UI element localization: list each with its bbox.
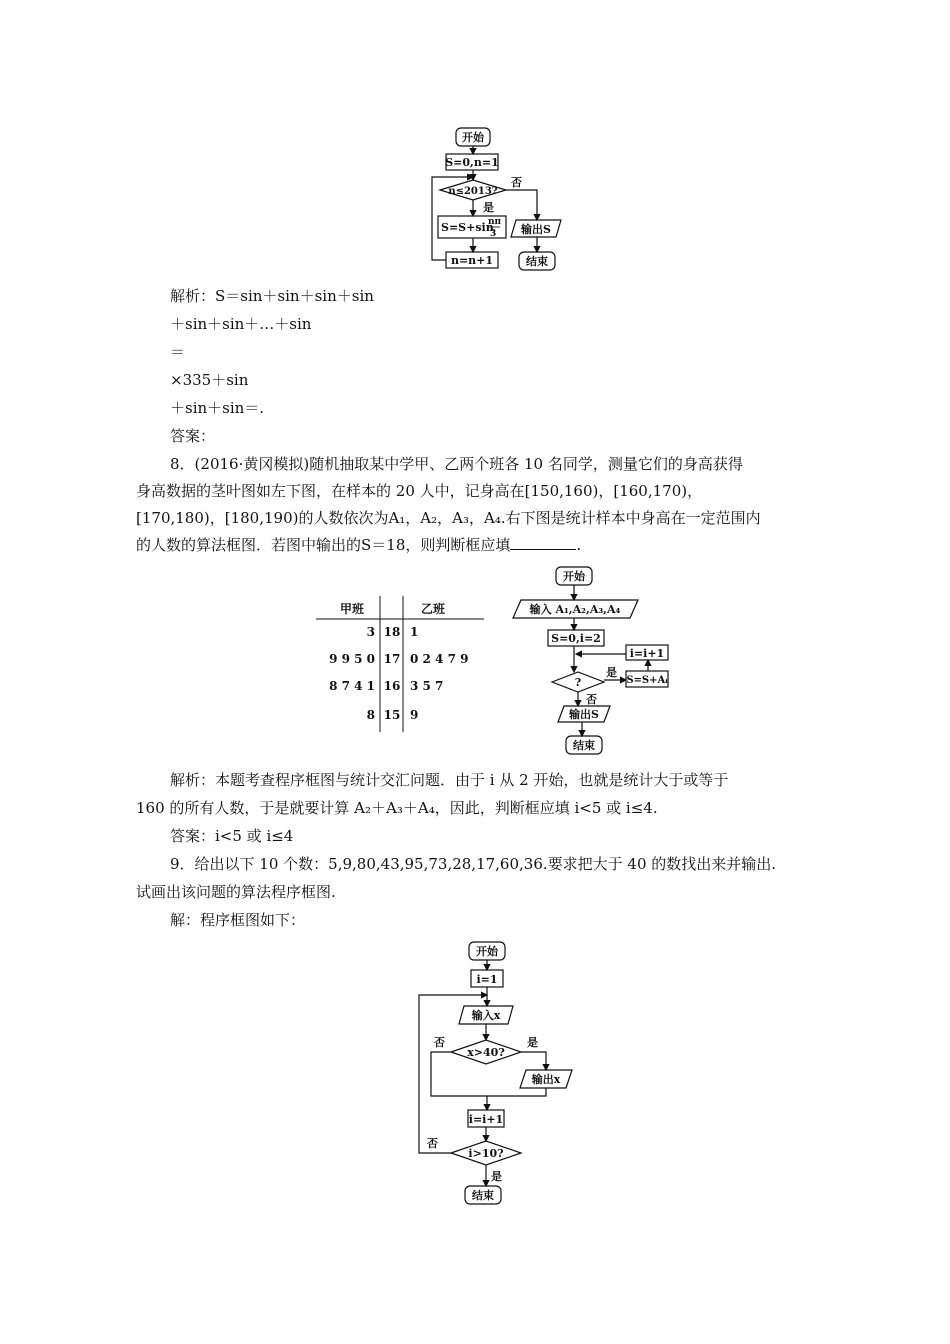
stem-row-2-right: 0 2 4 7 9 — [410, 652, 469, 666]
q8-solution-line-1: 解析：本题考查程序框图与统计交汇问题．由于 i 从 2 开始，也就是统计大于或等于 — [170, 771, 729, 789]
flow3-yes2: 是 — [491, 1170, 502, 1183]
flow1-incr: n=n+1 — [450, 254, 494, 267]
stem-right-header: 乙班 — [420, 602, 446, 616]
flow2-output: 输出S — [569, 708, 599, 721]
q8-answer: 答案：i<5 或 i≤4 — [170, 827, 294, 845]
flow1-yes: 是 — [483, 201, 494, 214]
flow1-output: 输出S — [521, 223, 551, 236]
q8-text-line-3: [170,180)，[180,190)的人数依次为A₁，A₂，A₃，A₄.右下图是统计样本中身高在一定范围内 — [136, 509, 761, 527]
stem-left-header: 甲班 — [339, 602, 365, 616]
q7-solution-line-5: ＋sin＋sin＝. — [170, 399, 265, 417]
flow2-start: 开始 — [563, 570, 585, 583]
flow2-yes: 是 — [606, 666, 617, 679]
q8-text-line-4: 的人数的算法框图．若图中输出的S＝18，则判断框应填 . — [136, 536, 582, 554]
q7-answer: 答案： — [170, 427, 216, 445]
flow2-body: S=S+Aᵢ — [626, 675, 668, 686]
flow3-start: 开始 — [476, 945, 498, 958]
q7-solution-line-3: ＝ — [170, 343, 186, 361]
flow1-body: S=S+sin — [441, 221, 494, 234]
flow1-init: S=0,n=1 — [445, 156, 499, 169]
flow1-frac-den: 3 — [490, 229, 497, 239]
flow3-incr: i=i+1 — [468, 1113, 504, 1126]
q8-text-line-1: 8．(2016·黄冈模拟)随机抽取某中学甲、乙两个班各 10 名同学，测量它们的身高获得 — [170, 455, 743, 473]
q9-solution: 解：程序框图如下： — [170, 911, 306, 929]
flow1-no: 否 — [511, 176, 522, 189]
flow3-no1: 否 — [434, 1036, 445, 1049]
stem-row-1-stem: 18 — [383, 625, 401, 639]
stem-row-4-left: 8 — [366, 708, 375, 722]
stem-row-1-left: 3 — [366, 625, 375, 639]
flow3-yes1: 是 — [527, 1036, 538, 1049]
flow3-no2: 否 — [427, 1137, 438, 1150]
stem-row-2-left: 9 9 5 0 — [329, 652, 375, 666]
flow3-input: 输入x — [471, 1009, 501, 1022]
flow1-start: 开始 — [462, 131, 484, 144]
q7-solution-line-4: ×335＋sin — [170, 371, 249, 389]
q8-solution-line-2: 160 的所有人数，于是就要计算 A₂＋A₃＋A₄，因此，判断框应填 i<5 或 i≤4. — [136, 799, 658, 817]
answer-blank — [510, 535, 576, 550]
q9-text-line-2: 试画出该问题的算法程序框图. — [136, 883, 336, 901]
stem-row-1-right: 1 — [410, 625, 419, 639]
stem-row-2-stem: 17 — [383, 652, 401, 666]
q9-text-line-1: 9．给出以下 10 个数：5,9,80,43,95,73,28,17,60,36.要求把大于 40 的数找出来并输出. — [170, 855, 777, 873]
stem-row-4-right: 9 — [410, 708, 419, 722]
flow3-cond1: x>40? — [467, 1046, 505, 1059]
stem-row-3-stem: 16 — [383, 679, 401, 693]
flow2-no: 否 — [586, 693, 597, 706]
q8-text-line-2: 身高数据的茎叶图如左下图，在样本的 20 人中，记身高在[150,160)，[160,170)， — [136, 482, 703, 500]
flow2-input: 输入 A₁,A₂,A₃,A₄ — [529, 603, 621, 616]
flow3-init: i=1 — [476, 973, 498, 986]
flow3-cond2: i>10? — [468, 1147, 504, 1160]
flow3-end: 结束 — [472, 1189, 494, 1202]
q7-solution-line-2: ＋sin＋sin＋…＋sin — [170, 315, 312, 333]
flow3-output: 输出x — [531, 1073, 561, 1086]
flow1-cond: n≤2013? — [448, 186, 498, 197]
flow2-end: 结束 — [573, 739, 595, 752]
flow2-cond: ? — [574, 676, 582, 689]
stem-row-3-right: 3 5 7 — [410, 679, 444, 693]
q7-solution-line-1: 解析：S＝sin＋sin＋sin＋sin — [170, 287, 374, 305]
stem-row-4-stem: 15 — [383, 708, 401, 722]
flow1-frac-num: nπ — [488, 217, 502, 227]
stem-row-3-left: 8 7 4 1 — [329, 679, 375, 693]
flow2-incr: i=i+1 — [629, 647, 665, 660]
flow2-init: S=0,i=2 — [551, 632, 601, 645]
flow1-end: 结束 — [526, 255, 548, 268]
